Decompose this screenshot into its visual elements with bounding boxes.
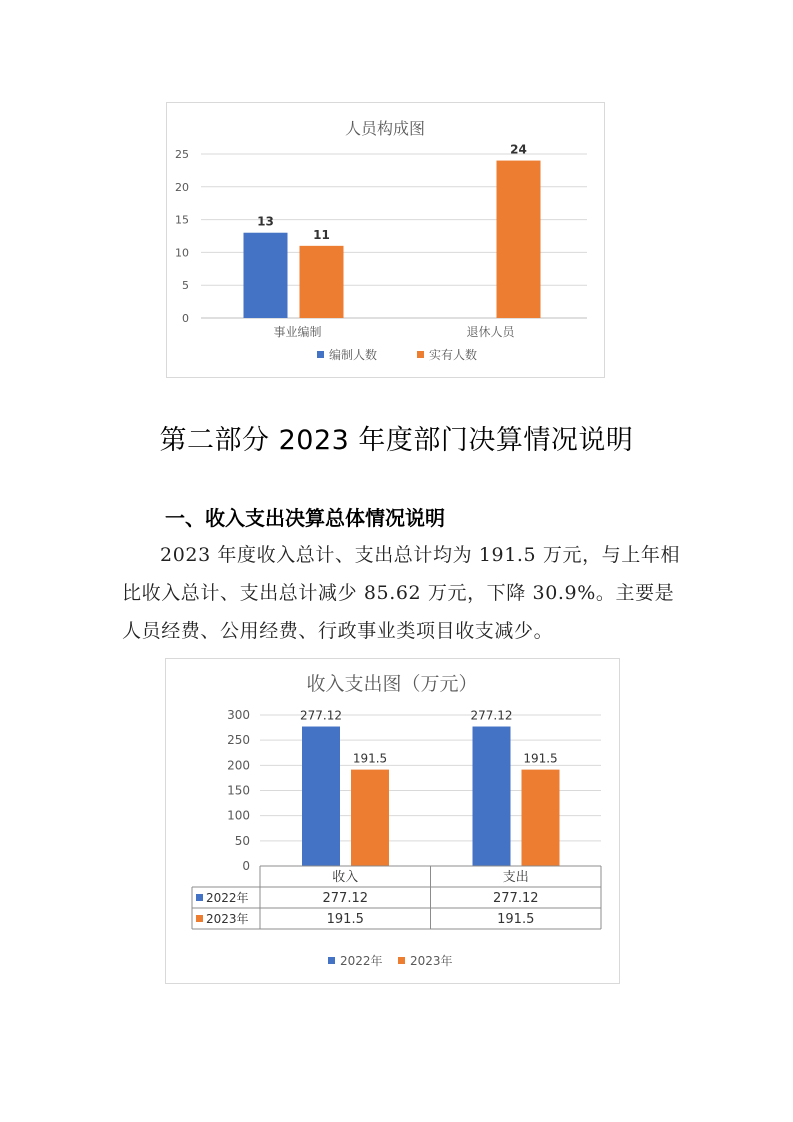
x-tick-label: 事业编制 bbox=[273, 325, 322, 339]
y-tick-label: 5 bbox=[182, 279, 189, 293]
data-label: 24 bbox=[510, 142, 527, 157]
data-label: 191.5 bbox=[523, 751, 558, 766]
legend-label: 2023年 bbox=[410, 954, 453, 968]
data-label: 13 bbox=[257, 214, 274, 229]
data-label: 11 bbox=[313, 227, 330, 242]
y-tick-label: 0 bbox=[242, 859, 250, 873]
table-cell: 191.5 bbox=[497, 912, 535, 927]
table-row-label: 2022年 bbox=[206, 891, 249, 905]
table-header: 支出 bbox=[502, 870, 529, 885]
personnel-chart-svg bbox=[167, 103, 604, 377]
y-tick-label: 20 bbox=[175, 180, 189, 194]
income-expense-chart-svg bbox=[166, 659, 619, 983]
bar bbox=[244, 233, 288, 318]
y-tick-label: 300 bbox=[227, 708, 250, 722]
table-legend-swatch bbox=[196, 915, 203, 922]
table-row-label: 2023年 bbox=[206, 912, 249, 926]
chart-title: 人员构成图 bbox=[344, 119, 426, 138]
y-tick-label: 50 bbox=[234, 833, 250, 848]
legend-swatch bbox=[328, 957, 335, 964]
y-tick-label: 150 bbox=[227, 783, 250, 798]
legend-swatch bbox=[417, 351, 424, 358]
table-cell: 277.12 bbox=[322, 891, 368, 906]
chart-title: 收入支出图（万元） bbox=[306, 673, 478, 695]
y-tick-label: 0 bbox=[182, 312, 189, 325]
y-tick-label: 250 bbox=[227, 733, 250, 748]
bar bbox=[351, 770, 389, 866]
income-expense-chart bbox=[165, 658, 620, 984]
data-label: 277.12 bbox=[470, 708, 513, 723]
y-tick-label: 10 bbox=[175, 246, 189, 260]
data-label: 277.12 bbox=[300, 708, 342, 723]
legend-label: 2022年 bbox=[340, 954, 383, 968]
bar bbox=[302, 727, 340, 866]
bar bbox=[473, 727, 511, 866]
x-tick-label: 退休人员 bbox=[466, 325, 515, 339]
legend-swatch bbox=[317, 351, 324, 358]
legend-swatch bbox=[398, 957, 405, 964]
table-cell: 191.5 bbox=[326, 912, 364, 927]
part-title: 第二部分 2023 年度部门决算情况说明 bbox=[159, 425, 634, 456]
bar bbox=[497, 161, 541, 318]
y-tick-label: 100 bbox=[227, 808, 250, 823]
bar bbox=[300, 246, 344, 318]
legend-label: 编制人数 bbox=[329, 348, 378, 362]
section-title: 一、收入支出决算总体情况说明 bbox=[165, 506, 445, 530]
table-cell: 277.12 bbox=[493, 891, 539, 906]
data-label: 191.5 bbox=[352, 751, 388, 766]
personnel-chart bbox=[166, 102, 605, 378]
y-tick-label: 15 bbox=[175, 213, 189, 227]
y-tick-label: 200 bbox=[227, 758, 250, 773]
y-tick-label: 25 bbox=[175, 148, 189, 161]
legend-label: 实有人数 bbox=[429, 348, 478, 362]
bar bbox=[522, 770, 560, 866]
table-legend-swatch bbox=[196, 894, 203, 901]
table-header: 收入 bbox=[332, 870, 359, 885]
summary-paragraph: 2023 年度收入总计、支出总计均为 191.5 万元，与上年相比收入总计、支出总计减少 85.62 万元，下降 30.9%。主要是人员经费、公用经费、行政事业类项目收支减少。 bbox=[122, 544, 681, 642]
